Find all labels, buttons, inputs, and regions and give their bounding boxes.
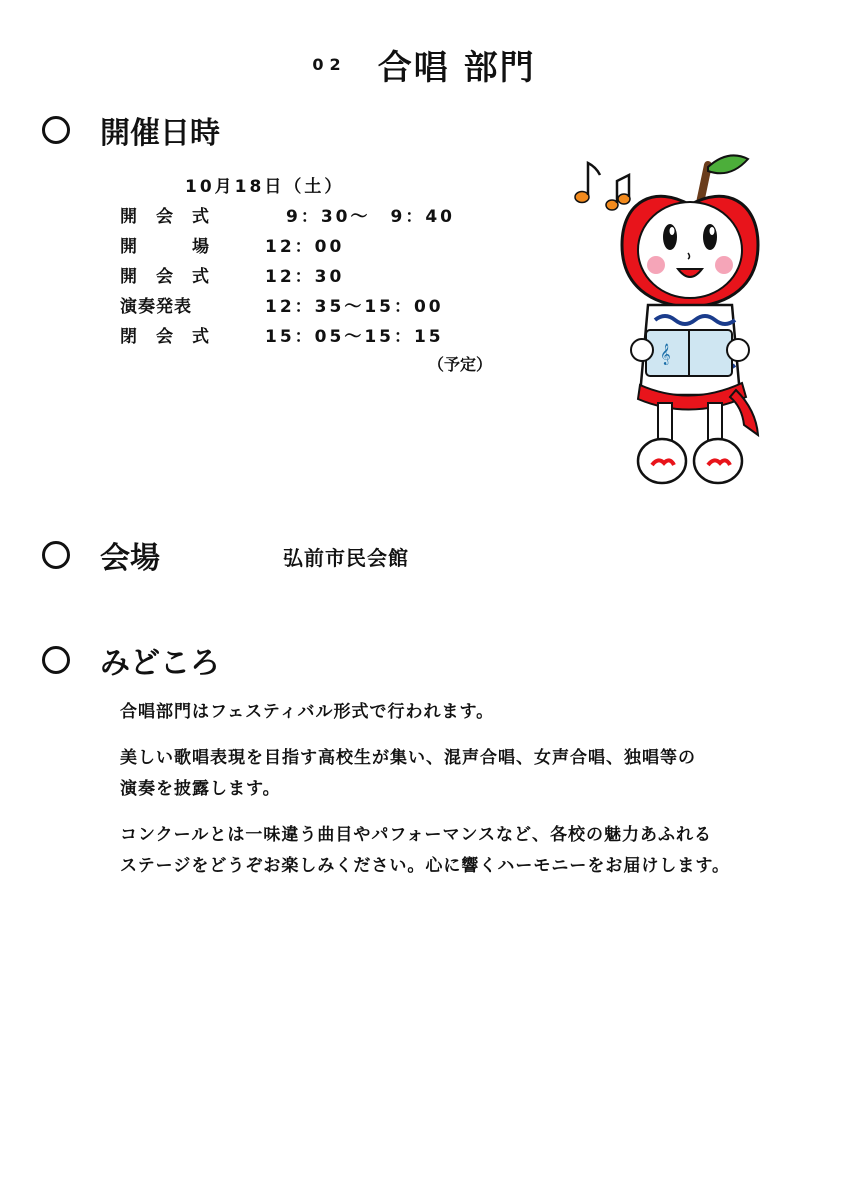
section-number: 02 [312, 55, 347, 74]
highlights-label: みどころ [100, 646, 220, 681]
datetime-label: 開催日時 [100, 116, 220, 151]
datetime-heading [42, 108, 220, 152]
paragraph-line: コンクールとは一味違う曲目やパフォーマンスなど、各校の魅力あふれる [120, 825, 712, 845]
schedule-label: 開 会 式 [120, 207, 210, 227]
venue-label: 会場 [100, 541, 160, 576]
highlights-heading [42, 638, 220, 682]
page-title [0, 40, 848, 89]
event-date: 10月18日（土） [185, 177, 345, 197]
paragraph-line: 合唱部門はフェスティバル形式で行われます。 [120, 702, 495, 722]
highlights-paragraph [120, 820, 810, 882]
highlights-paragraph [120, 697, 810, 728]
schedule-time: 12：35～15：00 [265, 297, 444, 317]
circle-icon [42, 541, 70, 569]
venue-name: 弘前市民会館 [283, 546, 409, 570]
paragraph-line: 美しい歌唱表現を目指す高校生が集い、混声合唱、女声合唱、独唱等の [120, 748, 696, 768]
schedule-time: 12：30 [265, 267, 345, 287]
schedule-time: 9：30～ 9：40 [286, 207, 455, 227]
schedule-label: 開 場 [120, 237, 210, 257]
paragraph-line: ステージをどうぞお楽しみください。心に響くハーモニーをお届けします。 [120, 856, 730, 876]
schedule-time: 12：00 [265, 237, 345, 257]
highlights-paragraph [120, 743, 810, 805]
apple-mascot-illustration [560, 145, 770, 495]
schedule-time: 15：05～15：15 [265, 327, 444, 347]
schedule-note: （予定） [428, 355, 493, 374]
circle-icon [42, 116, 70, 144]
section-title: 合唱 部門 [377, 48, 536, 88]
schedule-label: 開 会 式 [120, 267, 210, 287]
paragraph-line: 演奏を披露します。 [120, 779, 281, 799]
music-note-icon [575, 163, 630, 210]
schedule-label: 演奏発表 [120, 297, 192, 317]
schedule-label: 閉 会 式 [120, 327, 210, 347]
circle-icon [42, 646, 70, 674]
svg-text:𝄞: 𝄞 [660, 344, 671, 365]
venue-heading [42, 533, 160, 577]
